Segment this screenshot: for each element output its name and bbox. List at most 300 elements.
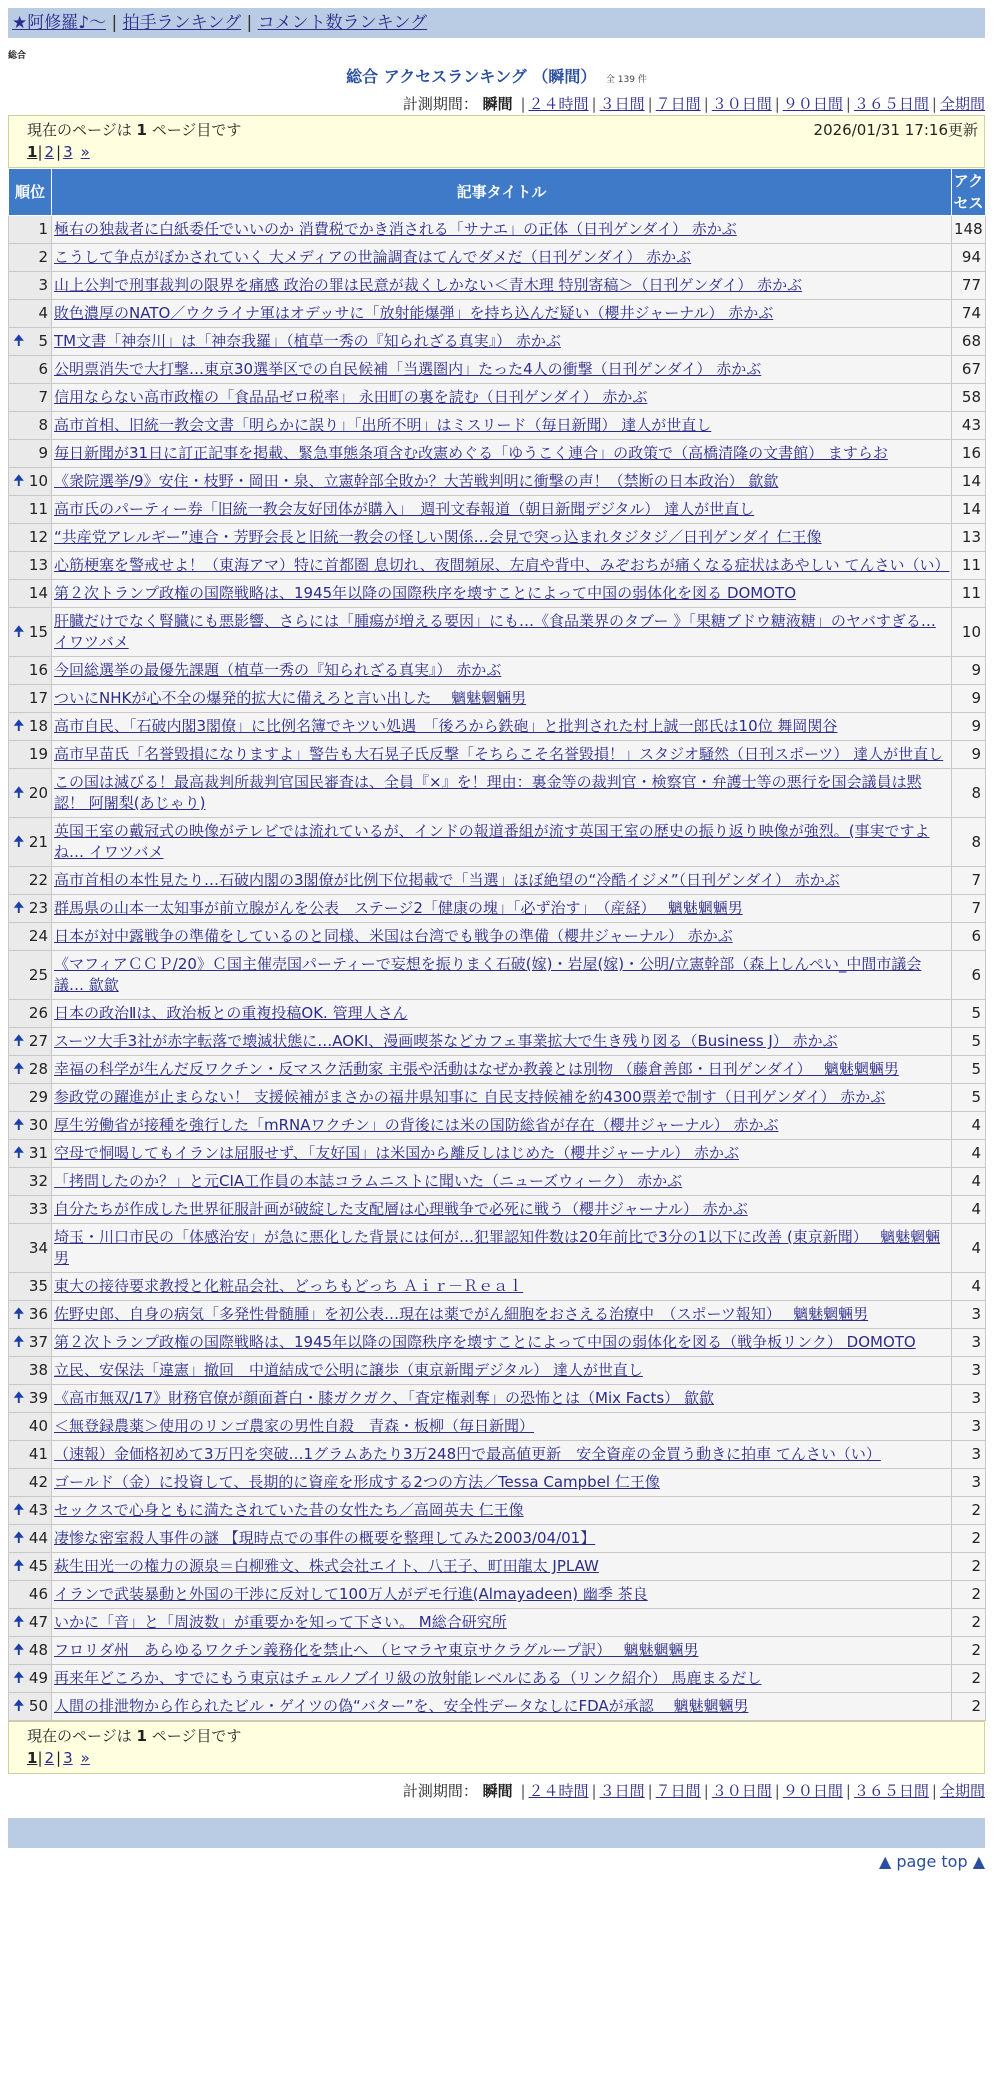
- period-separator: |: [591, 1782, 597, 1800]
- title-cell: [52, 608, 952, 657]
- rank-number: 48: [28, 1641, 48, 1659]
- article-title-link[interactable]: 《マフィアＣＣＰ/20》Ｃ国主催売国パーティーで妄想を振りまく石破(嫁)・岩屋(嫁)・公明/立憲幹部（森上しんぺい_中間市議会議… 歙歙: [54, 955, 922, 994]
- access-count: 2: [952, 1693, 986, 1721]
- title-cell: [52, 1385, 952, 1413]
- rank-cell: [9, 440, 52, 468]
- table-row: [9, 1196, 986, 1224]
- rank-up-arrow-icon: 🠉: [13, 1614, 25, 1630]
- title-cell: [52, 356, 952, 384]
- period-separator: |: [774, 95, 780, 113]
- period-link[interactable]: ３日間: [599, 1782, 645, 1800]
- article-title-link[interactable]: いかに「音」と「周波数」が重要かを知って下さい。 M総合研究所: [54, 1613, 507, 1631]
- period-link[interactable]: ３０日間: [711, 95, 772, 113]
- title-cell: [52, 685, 952, 713]
- title-cell: [52, 895, 952, 923]
- table-row: [9, 923, 986, 951]
- period-link[interactable]: ７日間: [655, 95, 701, 113]
- access-count: 7: [952, 895, 986, 923]
- rank-cell: [9, 468, 52, 496]
- updated-timestamp: 2026/01/31 17:16更新: [813, 121, 978, 139]
- pager-next-link[interactable]: »: [80, 143, 90, 161]
- pager-top: [27, 141, 978, 163]
- access-count: 77: [952, 272, 986, 300]
- rank-cell: [9, 1028, 52, 1056]
- pager-separator: |: [37, 1749, 43, 1767]
- rank-up-arrow-icon: 🠉: [13, 1642, 25, 1658]
- pager-bottom: [27, 1747, 978, 1769]
- rank-number: 3: [38, 276, 48, 294]
- article-title-link[interactable]: 《高市無双/17》財務官僚が顔面蒼白・膝ガクガク、「査定権剥奪」の恐怖とは（Mix Facts） 歙歙: [54, 1389, 714, 1407]
- pager-separator: |: [56, 143, 62, 161]
- access-count: 6: [952, 923, 986, 951]
- current-page-text: [27, 119, 241, 141]
- article-title-link[interactable]: 凄惨な密室殺人事件の謎 【現時点での事件の概要を整理してみた2003/04/01】: [54, 1529, 596, 1547]
- period-link[interactable]: ３６５日間: [853, 95, 929, 113]
- rank-number: 14: [28, 584, 48, 602]
- rank-number: 47: [28, 1613, 48, 1631]
- access-count: 11: [952, 552, 986, 580]
- rank-cell: [9, 1441, 52, 1469]
- title-cell: [52, 580, 952, 608]
- rank-number: 19: [28, 745, 48, 763]
- comment-ranking-link[interactable]: コメント数ランキング: [257, 13, 428, 33]
- period-links: [517, 95, 985, 113]
- article-title-link[interactable]: 高市自民、「石破内閣3閣僚」に比例名簿でキツい処遇 「後ろから鉄砲」と批判された村上誠一郎氏は10位 舞岡関谷: [54, 717, 838, 735]
- rank-up-arrow-icon: 🠉: [13, 1698, 25, 1714]
- rank-cell: [9, 496, 52, 524]
- table-row: [9, 1497, 986, 1525]
- article-title-link[interactable]: 再来年どころか、すでにもう東京はチェルノブイリ級の放射能レベルにある（リンク紹介） 馬鹿まるだし: [54, 1669, 762, 1687]
- rank-cell: [9, 552, 52, 580]
- access-count: 58: [952, 384, 986, 412]
- table-row: [9, 328, 986, 356]
- rank-cell: [9, 384, 52, 412]
- rank-up-arrow-icon: 🠉: [13, 1334, 25, 1350]
- rank-cell: [9, 741, 52, 769]
- article-title-link[interactable]: 高市首相の本性見たり…石破内閣の3閣僚が比例下位掲載で「当選」ほぼ絶望の“冷酷イジメ”（日刊ゲンダイ） 赤かぶ: [54, 871, 840, 889]
- access-count: 4: [952, 1224, 986, 1273]
- access-count: 7: [952, 867, 986, 895]
- table-row: [9, 496, 986, 524]
- pager-page-link[interactable]: 3: [63, 1749, 73, 1767]
- title-cell: [52, 1168, 952, 1196]
- title-cell: [52, 867, 952, 895]
- access-count: 67: [952, 356, 986, 384]
- rank-up-arrow-icon: 🠉: [13, 473, 25, 489]
- access-count: 94: [952, 244, 986, 272]
- period-link[interactable]: 全期間: [939, 1782, 985, 1800]
- access-count: 2: [952, 1553, 986, 1581]
- rank-cell: [9, 657, 52, 685]
- article-title-link[interactable]: 公明票消失で大打撃…東京30選挙区での自民候補「当選圏内」たった4人の衝撃（日刊ゲンダイ） 赤かぶ: [54, 360, 762, 378]
- rank-cell: [9, 1273, 52, 1301]
- rank-cell: [9, 580, 52, 608]
- article-title-link[interactable]: フロリダ州 あらゆるワクチン義務化を禁止へ （ヒマラヤ東京サクラグループ訳） 魑魅魍魎男: [54, 1641, 699, 1659]
- article-title-link[interactable]: 敗色濃厚のNATO／ウクライナ軍はオデッサに「放射能爆弾」を持ち込んだ疑い（櫻井ジャーナル） 赤かぶ: [54, 304, 774, 322]
- pager-next-link[interactable]: »: [80, 1749, 90, 1767]
- rank-number: 26: [28, 1004, 48, 1022]
- article-title-link[interactable]: （速報）金価格初めて3万円を突破…1グラムあたり3万248円で最高値更新 安全資産の金買う動きに拍車 てんさい（い）: [54, 1445, 881, 1463]
- period-link[interactable]: ３０日間: [711, 1782, 772, 1800]
- access-count: 4: [952, 1112, 986, 1140]
- title-cell: [52, 1497, 952, 1525]
- title-cell: [52, 1084, 952, 1112]
- access-count: 11: [952, 580, 986, 608]
- access-count: 2: [952, 1581, 986, 1609]
- access-count: 4: [952, 1196, 986, 1224]
- rank-cell: [9, 1413, 52, 1441]
- table-row: [9, 1609, 986, 1637]
- access-count: 6: [952, 951, 986, 1000]
- article-title-link[interactable]: 山上公判で刑事裁判の限界を痛感 政治の罪は民意が裁くしかない＜青木理 特別寄稿＞（日刊ゲンダイ） 赤かぶ: [54, 276, 803, 294]
- access-count: 5: [952, 1056, 986, 1084]
- rank-up-arrow-icon: 🠉: [13, 1530, 25, 1546]
- paging-info-row-bottom: [27, 1725, 978, 1747]
- title-cell: [52, 1693, 952, 1721]
- rank-number: 38: [28, 1361, 48, 1379]
- rank-number: 6: [38, 360, 48, 378]
- title-cell: [52, 1525, 952, 1553]
- rank-up-arrow-icon: 🠉: [13, 1145, 25, 1161]
- article-title-link[interactable]: 極右の独裁者に白紙委任でいいのか 消費税でかき消される「サナエ」の正体（日刊ゲンダイ） 赤かぶ: [54, 220, 737, 238]
- table-row: [9, 1084, 986, 1112]
- home-link[interactable]: ★阿修羅♪～: [12, 13, 107, 33]
- rank-cell: [9, 1000, 52, 1028]
- paging-box-bottom: [8, 1721, 985, 1774]
- access-count: 3: [952, 1301, 986, 1329]
- article-title-link[interactable]: 肝臓だけでなく腎臓にも悪影響、さらには「腫瘍が増える要因」にも…《食品業界のタブー 》「果糖ブドウ糖液糖」のヤバすぎる… イワツバメ: [54, 612, 936, 651]
- pager-current-page: 1: [27, 1749, 38, 1767]
- access-count: 3: [952, 1469, 986, 1497]
- article-title-link[interactable]: この国は滅びる！最高裁判所裁判官国民審査は、全員『×』を！理由：裏金等の裁判官・検察官・弁護士等の悪行を国会議員は黙認！ 阿闍梨(あじゃり): [54, 773, 922, 812]
- table-row: [9, 1224, 986, 1273]
- title-cell: [52, 524, 952, 552]
- rank-number: 49: [28, 1669, 48, 1687]
- rank-up-arrow-icon: 🠉: [13, 1061, 25, 1077]
- title-cell: [52, 951, 952, 1000]
- page-current-number: 1: [136, 1727, 147, 1745]
- table-row: [9, 300, 986, 328]
- table-row: [9, 1665, 986, 1693]
- rank-cell: [9, 895, 52, 923]
- rank-cell: [9, 608, 52, 657]
- period-separator: |: [591, 95, 597, 113]
- clap-ranking-link[interactable]: 拍手ランキング: [122, 13, 242, 33]
- access-count: 14: [952, 468, 986, 496]
- article-title-link[interactable]: 自分たちが作成した世界征服計画が破綻した支配層は心理戦争で必死に戦う（櫻井ジャーナル） 赤かぶ: [54, 1200, 748, 1218]
- article-title-link[interactable]: 佐野史郎、自身の病気「多発性骨髄腫」を初公表…現在は薬でがん細胞をおさえる治療中 （スポーツ報知） 魑魅魍魎男: [54, 1305, 869, 1323]
- title-cell: [52, 1196, 952, 1224]
- rank-cell: [9, 1112, 52, 1140]
- article-title-link[interactable]: ＜無登録農薬＞使用のリンゴ農家の男性自殺 青森・板柳（毎日新聞）: [54, 1417, 535, 1435]
- rank-cell: [9, 1196, 52, 1224]
- table-row: [9, 412, 986, 440]
- rank-number: 30: [28, 1116, 48, 1134]
- rank-cell: [9, 1168, 52, 1196]
- period-separator: |: [520, 1782, 526, 1800]
- rank-number: 2: [38, 248, 48, 266]
- rank-cell: [9, 1637, 52, 1665]
- period-separator: |: [647, 1782, 653, 1800]
- rank-number: 21: [28, 832, 48, 851]
- article-title-link[interactable]: ゴールド（金）に投資して、長期的に資産を形成する2つの方法／Tessa Campbel 仁王像: [54, 1473, 660, 1491]
- title-cell: [52, 384, 952, 412]
- table-row: [9, 580, 986, 608]
- access-count: 2: [952, 1637, 986, 1665]
- pager-page-link[interactable]: 2: [44, 143, 55, 161]
- title-cell: [52, 1140, 952, 1168]
- page-suffix: ページ目です: [151, 1727, 242, 1745]
- article-title-link[interactable]: こうして争点がぼかされていく 大メディアの世論調査はてんでダメだ（日刊ゲンダイ） 赤かぶ: [54, 248, 692, 266]
- rank-cell: [9, 328, 52, 356]
- article-title-link[interactable]: 高市早苗氏「名誉毀損になりますよ」警告も大石晃子氏反撃「そちらこそ名誉毀損！」スタジオ騒然（日刊スポーツ） 達人が世直し: [54, 745, 944, 763]
- title-cell: [52, 412, 952, 440]
- rank-cell: [9, 1609, 52, 1637]
- title-cell: [52, 1028, 952, 1056]
- access-count: 8: [952, 769, 986, 818]
- rank-number: 15: [28, 622, 48, 641]
- bottom-bar: [8, 1818, 985, 1848]
- paging-box-top: [8, 115, 985, 168]
- table-row: [9, 1329, 986, 1357]
- rank-number: 41: [28, 1445, 48, 1463]
- rank-cell: [9, 951, 52, 1000]
- rank-cell: [9, 685, 52, 713]
- rank-cell: [9, 1140, 52, 1168]
- page-current-number: 1: [136, 121, 147, 139]
- table-row: [9, 1056, 986, 1084]
- section-label: 総合: [8, 51, 27, 61]
- rank-cell: [9, 1469, 52, 1497]
- access-count: 43: [952, 412, 986, 440]
- rank-cell: [9, 769, 52, 818]
- nav-separator: |: [246, 13, 253, 33]
- period-selector-bottom: [8, 1780, 985, 1802]
- period-separator: |: [647, 95, 653, 113]
- rank-up-arrow-icon: 🠉: [13, 1502, 25, 1518]
- article-title-link[interactable]: 人間の排泄物から作られたビル・ゲイツの偽“バター”を、安全性データなしにFDAが承認 魑魅魍魎男: [54, 1697, 749, 1715]
- rank-cell: [9, 1581, 52, 1609]
- rank-cell: [9, 216, 52, 244]
- article-title-link[interactable]: 厚生労働省が接種を強行した「mRNAワクチン」の背後には米の国防総省が存在（櫻井ジャーナル） 赤かぶ: [54, 1116, 779, 1134]
- period-separator: |: [845, 95, 851, 113]
- period-separator: |: [774, 1782, 780, 1800]
- nav-separator: |: [111, 13, 118, 33]
- title-cell: [52, 1609, 952, 1637]
- rank-cell: [9, 1224, 52, 1273]
- period-links: [517, 1782, 985, 1800]
- title-cell: [52, 769, 952, 818]
- title-cell: [52, 1112, 952, 1140]
- table-row: [9, 1525, 986, 1553]
- title-cell: [52, 1441, 952, 1469]
- rank-up-arrow-icon: 🠉: [13, 1033, 25, 1049]
- title-cell: [52, 1000, 952, 1028]
- access-count: 3: [952, 1329, 986, 1357]
- table-row: [9, 685, 986, 713]
- access-count: 148: [952, 216, 986, 244]
- article-title-link[interactable]: 東大の接待要求教授と化粧品会社、どっちもどっち Ａｉｒ－Ｒｅａｌ: [54, 1277, 524, 1295]
- article-title-link[interactable]: “共産党アレルギー”連合・芳野会長と旧統一教会の怪しい関係…会見で突っ込まれタジタジ／日刊ゲンダイ 仁王像: [54, 528, 822, 546]
- header-rank: 順位: [9, 169, 52, 216]
- title-cell: [52, 552, 952, 580]
- table-row: [9, 741, 986, 769]
- period-link[interactable]: ９０日間: [782, 1782, 843, 1800]
- access-count: 3: [952, 1385, 986, 1413]
- pager-current-page: 1: [27, 143, 38, 161]
- rank-cell: [9, 1329, 52, 1357]
- article-title-link[interactable]: 幸福の科学が生んだ反ワクチン・反マスク活動家 主張や活動はなぜか教義とは別物 （藤倉善郎・日刊ゲンダイ） 魑魅魍魎男: [54, 1060, 899, 1078]
- table-row: [9, 244, 986, 272]
- access-count: 10: [952, 608, 986, 657]
- title-cell: [52, 1301, 952, 1329]
- article-title-link[interactable]: 毎日新聞が31日に訂正記事を掲載、緊急事態条項含む改憲めぐる「ゆうこく連合」の政策で（高橋清隆の文書館） ますらお: [54, 444, 888, 462]
- table-row: [9, 1581, 986, 1609]
- access-count: 3: [952, 1441, 986, 1469]
- rank-cell: [9, 524, 52, 552]
- period-separator: |: [845, 1782, 851, 1800]
- article-title-link[interactable]: TM文書「神奈川」は「神奈我羅」（植草一秀の『知られざる真実』） 赤かぶ: [54, 332, 561, 350]
- rank-number: 44: [28, 1529, 48, 1547]
- access-count: 5: [952, 1028, 986, 1056]
- article-title-link[interactable]: 立民、安保法「違憲」撤回 中道結成で公明に譲歩（東京新聞デジタル） 達人が世直し: [54, 1361, 643, 1379]
- rank-number: 16: [28, 661, 48, 679]
- rank-cell: [9, 867, 52, 895]
- title-cell: [52, 713, 952, 741]
- access-count: 4: [952, 1168, 986, 1196]
- pager-page-link[interactable]: 2: [44, 1749, 55, 1767]
- table-row: [9, 216, 986, 244]
- period-label: 計測期間：: [402, 1782, 478, 1800]
- rank-number: 25: [28, 965, 48, 984]
- article-title-link[interactable]: 信用ならない高市政権の「食品品ゼロ税率」 永田町の裏を読む（日刊ゲンダイ） 赤かぶ: [54, 388, 648, 406]
- page-top-link[interactable]: ▲ page top ▲: [878, 1852, 985, 1871]
- rank-up-arrow-icon: 🠉: [13, 1670, 25, 1686]
- pager-page-link[interactable]: 3: [63, 143, 73, 161]
- access-count: 4: [952, 1273, 986, 1301]
- rank-number: 42: [28, 1473, 48, 1491]
- total-count: 全 139 件: [605, 75, 647, 85]
- article-title-link[interactable]: 第２次トランプ政権の国際戦略は、1945年以降の国際秩序を壊すことによって中国の弱体化を図る DOMOTO: [54, 584, 797, 602]
- rank-number: 37: [28, 1333, 48, 1351]
- period-link[interactable]: ３６５日間: [853, 1782, 929, 1800]
- access-count: 13: [952, 524, 986, 552]
- rank-cell: [9, 412, 52, 440]
- title-cell: [52, 1469, 952, 1497]
- period-separator: |: [703, 95, 709, 113]
- table-row: [9, 1553, 986, 1581]
- rank-cell: [9, 1553, 52, 1581]
- access-count: 2: [952, 1525, 986, 1553]
- rank-up-arrow-icon: 🠉: [13, 718, 25, 734]
- page-top-area: [8, 1852, 985, 1871]
- period-separator: |: [931, 95, 937, 113]
- access-count: 2: [952, 1609, 986, 1637]
- article-title-link[interactable]: スーツ大手3社が赤字転落で壊滅状態に…AOKI、漫画喫茶などカフェ事業拡大で生き残り図る（Business J） 赤かぶ: [54, 1032, 838, 1050]
- article-title-link[interactable]: イランで武装暴動と外国の干渉に反対して100万人がデモ行進(Almayadeen) 幽季 茶良: [54, 1585, 648, 1603]
- rank-cell: [9, 1497, 52, 1525]
- rank-number: 45: [28, 1557, 48, 1575]
- table-row: [9, 524, 986, 552]
- rank-cell: [9, 818, 52, 867]
- page-title-line: [8, 64, 985, 87]
- table-row: [9, 1385, 986, 1413]
- page-suffix: ページ目です: [151, 121, 242, 139]
- period-link[interactable]: ３日間: [599, 95, 645, 113]
- rank-up-arrow-icon: 🠉: [13, 1558, 25, 1574]
- title-cell: [52, 1329, 952, 1357]
- article-title-link[interactable]: 高市氏のパーティー券「旧統一教会友好団体が購入」 週刊文春報道（朝日新聞デジタル） 達人が世直し: [54, 500, 755, 518]
- article-title-link[interactable]: 萩生田光一の権力の源泉＝白柳雅文、株式会社エイト、八王子、町田龍太 JPLAW: [54, 1557, 599, 1575]
- article-title-link[interactable]: 「拷問したのか？」と元CIA工作員の本誌コラムニストに聞いた（ニューズウィーク） 赤かぶ: [54, 1172, 683, 1190]
- period-link[interactable]: ９０日間: [782, 95, 843, 113]
- article-title-link[interactable]: 英国王室の戴冠式の映像がテレビでは流れているが、インドの報道番組が流す英国王室の歴史の振り返り映像が強烈。(事実ですよね… イワツバメ: [54, 822, 930, 861]
- page-title: 総合 アクセスランキング （瞬間）: [346, 67, 597, 86]
- title-cell: [52, 657, 952, 685]
- title-cell: [52, 244, 952, 272]
- title-cell: [52, 468, 952, 496]
- rank-cell: [9, 1301, 52, 1329]
- article-title-link[interactable]: 心筋梗塞を警戒せよ！（東海アマ）特に首都圏 息切れ、夜間頻尿、左肩や背中、みぞおちが痛くなる症状はあやしい てんさい（い）: [54, 556, 950, 574]
- table-row: [9, 1273, 986, 1301]
- period-link[interactable]: 全期間: [939, 95, 985, 113]
- article-title-link[interactable]: 日本の政治Ⅱは、政治板との重複投稿OK. 管理人さん: [54, 1004, 408, 1022]
- article-title-link[interactable]: 第２次トランプ政権の国際戦略は、1945年以降の国際秩序を壊すことによって中国の弱体化を図る（戦争板リンク） DOMOTO: [54, 1333, 916, 1351]
- article-title-link[interactable]: 群馬県の山本一太知事が前立腺がんを公表 ステージ2「健康の塊」「必ず治す」 （産経） 魑魅魍魎男: [54, 899, 743, 917]
- period-link[interactable]: ７日間: [655, 1782, 701, 1800]
- article-title-link[interactable]: 日本が対中露戦争の準備をしているのと同様、米国は台湾でも戦争の準備（櫻井ジャーナル） 赤かぶ: [54, 927, 733, 945]
- table-row: [9, 895, 986, 923]
- title-cell: [52, 328, 952, 356]
- rank-number: 32: [28, 1172, 48, 1190]
- table-row: [9, 1357, 986, 1385]
- table-row: [9, 951, 986, 1000]
- article-title-link[interactable]: 高市首相、旧統一教会文書「明らかに誤り」「出所不明」はミスリード（毎日新聞） 達人が世直し: [54, 416, 712, 434]
- table-row: [9, 1168, 986, 1196]
- rank-number: 18: [28, 717, 48, 735]
- rank-number: 29: [28, 1088, 48, 1106]
- period-link[interactable]: ２４時間: [528, 95, 589, 113]
- article-title-link[interactable]: 空母で恫喝してもイランは屈服せず、「友好国」は米国から離反しはじめた（櫻井ジャーナル） 赤かぶ: [54, 1144, 740, 1162]
- table-row: [9, 356, 986, 384]
- rank-cell: [9, 923, 52, 951]
- rank-number: 28: [28, 1060, 48, 1078]
- table-row: [9, 818, 986, 867]
- period-link[interactable]: ２４時間: [528, 1782, 589, 1800]
- rank-up-arrow-icon: 🠉: [13, 784, 25, 801]
- table-row: [9, 867, 986, 895]
- article-title-link[interactable]: 《衆院選挙/9》安住・枝野・岡田・泉、立憲幹部全敗か？大苦戦判明に衝撃の声！（禁断の日本政治） 歙歙: [54, 472, 779, 490]
- rank-cell: [9, 244, 52, 272]
- table-row: [9, 608, 986, 657]
- table-header-row: [9, 169, 986, 216]
- access-count: 9: [952, 685, 986, 713]
- table-row: [9, 1469, 986, 1497]
- table-row: [9, 1441, 986, 1469]
- article-title-link[interactable]: 埼玉・川口市民の「体感治安」が急に悪化した背景には何が…犯罪認知件数は20年前比で3分の1以下に改善 (東京新聞） 魑魅魍魎男: [54, 1228, 941, 1267]
- rank-cell: [9, 1665, 52, 1693]
- article-title-link[interactable]: ついにNHKが心不全の爆発的拡大に備えろと言い出した 魑魅魍魎男: [54, 689, 527, 707]
- access-count: 4: [952, 1140, 986, 1168]
- article-title-link[interactable]: セックスで心身ともに満たされていた昔の女性たち／高岡英夫 仁王像: [54, 1501, 524, 1519]
- title-cell: [52, 923, 952, 951]
- article-title-link[interactable]: 今回総選挙の最優先課題（植草一秀の『知られざる真実』） 赤かぶ: [54, 661, 502, 679]
- top-nav-bar: [8, 8, 985, 38]
- article-title-link[interactable]: 参政党の躍進が止まらない！ 支援候補がまさかの福井県知事に 自民支持候補を約4300票差で制す（日刊ゲンダイ） 赤かぶ: [54, 1088, 886, 1106]
- rank-cell: [9, 356, 52, 384]
- title-cell: [52, 1224, 952, 1273]
- rank-number: 13: [28, 556, 48, 574]
